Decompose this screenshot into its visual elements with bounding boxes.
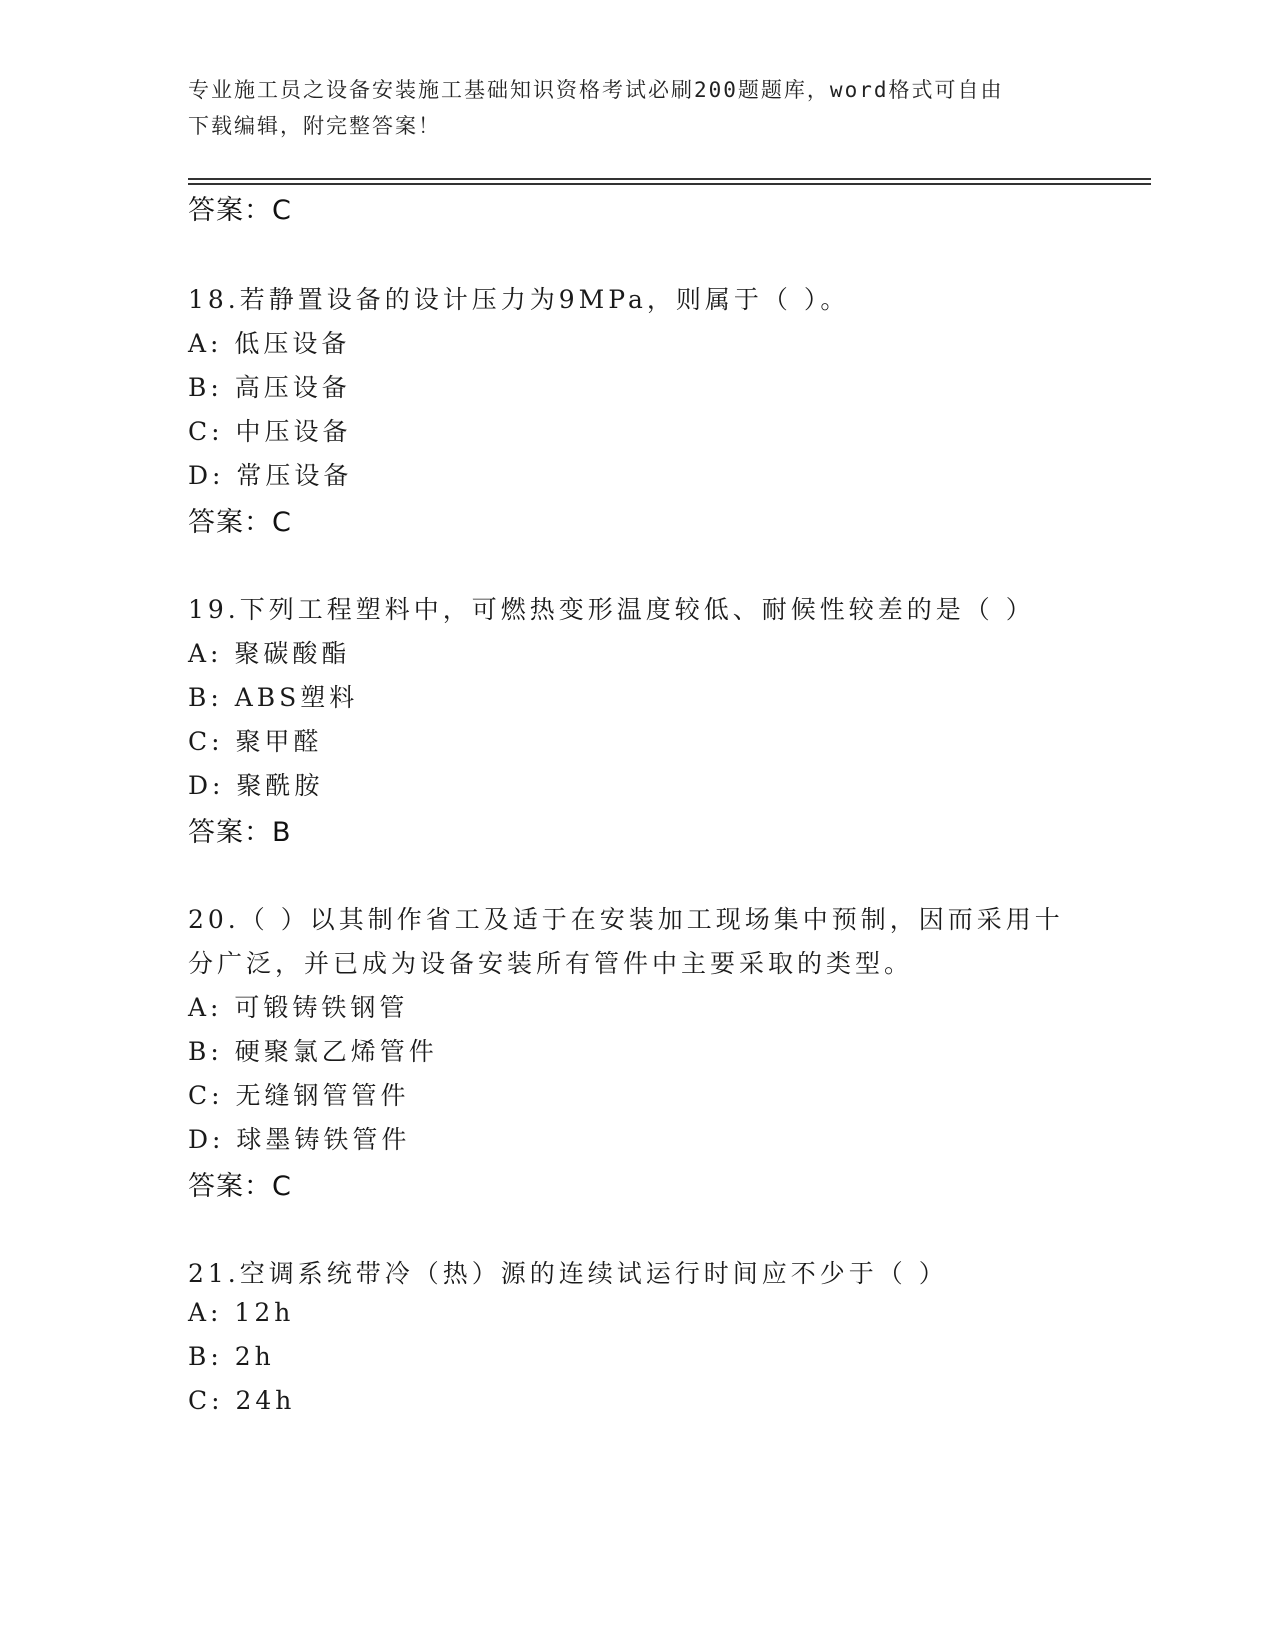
question-20-text-line-2: 分广泛，并已成为设备安装所有管件中主要采取的类型。	[188, 949, 914, 978]
document-header	[188, 72, 1088, 144]
header-line-2: 下载编辑，附完整答案！	[188, 114, 441, 138]
question-21-text: 21.空调系统带冷（热）源的连续试运行时间应不少于（ ）	[188, 1259, 948, 1288]
answer-19: 答案：B	[188, 817, 292, 848]
question-21-option-b: B: 2h	[188, 1342, 275, 1371]
header-line-1: 专业施工员之设备安装施工基础知识资格考试必刷200题题库，word格式可自由	[188, 78, 1004, 102]
question-20-option-d: D: 球墨铸铁管件	[188, 1125, 411, 1154]
question-20-option-c: C: 无缝钢管管件	[188, 1081, 410, 1110]
question-19-option-c: C: 聚甲醛	[188, 727, 323, 756]
question-19-option-d: D: 聚酰胺	[188, 771, 324, 800]
question-19-option-a: A: 聚碳酸酯	[188, 639, 351, 668]
question-19-option-b: B: ABS塑料	[188, 683, 359, 712]
question-20-option-a: A: 可锻铸铁钢管	[188, 993, 409, 1022]
question-20-option-b: B: 硬聚氯乙烯管件	[188, 1037, 438, 1066]
question-21-option-a: A: 12h	[188, 1298, 295, 1327]
question-18-option-b: B: 高压设备	[188, 373, 351, 402]
question-18-option-d: D: 常压设备	[188, 461, 353, 490]
answer-17: 答案：C	[188, 195, 292, 226]
header-divider-bottom	[188, 183, 1151, 185]
question-20-text-line-1: 20.（ ）以其制作省工及适于在安装加工现场集中预制，因而采用十	[188, 905, 1064, 934]
question-18-option-a: A: 低压设备	[188, 329, 351, 358]
header-divider-top	[188, 178, 1151, 180]
question-18-text: 18.若静置设备的设计压力为9MPa，则属于（ ）。	[188, 285, 850, 314]
question-19-text: 19.下列工程塑料中，可燃热变形温度较低、耐候性较差的是（ ）	[188, 595, 1035, 624]
answer-20: 答案：C	[188, 1171, 292, 1202]
question-21-option-c: C: 24h	[188, 1386, 296, 1415]
question-18-option-c: C: 中压设备	[188, 417, 352, 446]
answer-18: 答案：C	[188, 507, 292, 538]
